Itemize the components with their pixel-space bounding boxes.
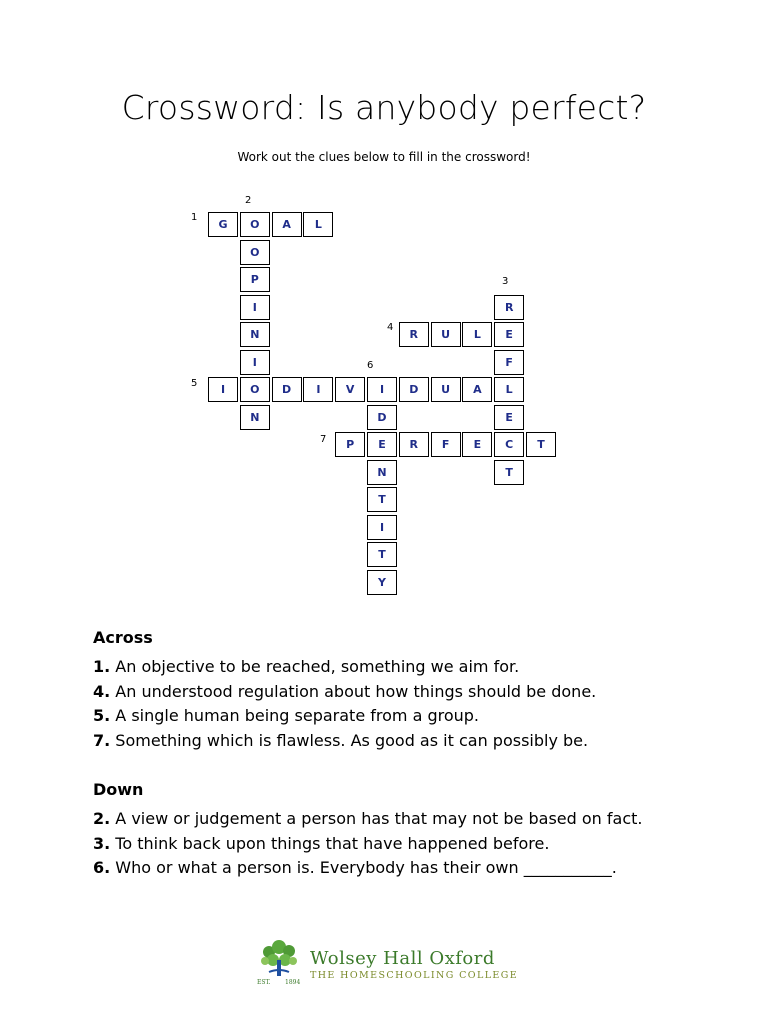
crossword-cell: E bbox=[494, 405, 524, 430]
logo-name: Wolsey Hall Oxford bbox=[310, 948, 495, 969]
crossword-cell: I bbox=[367, 515, 397, 540]
crossword-cell: L bbox=[303, 212, 333, 237]
clue-number: 4 bbox=[387, 322, 394, 333]
clue-number: 6 bbox=[367, 360, 374, 371]
crossword-cell: T bbox=[494, 460, 524, 485]
crossword-cell: N bbox=[240, 405, 270, 430]
crossword-cell: C bbox=[494, 432, 524, 457]
crossword-cell: I bbox=[303, 377, 333, 402]
clue-number: 2 bbox=[245, 195, 252, 206]
crossword-cell: I bbox=[208, 377, 238, 402]
crossword-cell: E bbox=[367, 432, 397, 457]
crossword-cell: P bbox=[240, 267, 270, 292]
crossword-cell: E bbox=[494, 322, 524, 347]
clue-number: 1 bbox=[191, 212, 198, 223]
clue-number: 5 bbox=[191, 378, 198, 389]
clue-across-7: 7. Something which is flawless. As good as it can possibly be. bbox=[93, 730, 589, 750]
across-heading: Across bbox=[93, 628, 153, 647]
clue-down-6: 6. Who or what a person is. Everybody has their own ___________. bbox=[93, 858, 617, 877]
crossword-cell: I bbox=[240, 295, 270, 320]
down-heading: Down bbox=[93, 780, 144, 799]
clue-down-3: 3. To think back upon things that have happened before. bbox=[93, 833, 550, 853]
crossword-cell: A bbox=[462, 377, 492, 402]
crossword-cell: R bbox=[494, 295, 524, 320]
crossword-cell: O bbox=[240, 377, 270, 402]
crossword-cell: V bbox=[335, 377, 365, 402]
crossword-cell: E bbox=[462, 432, 492, 457]
clue-across-4: 4. An understood regulation about how things should be done. bbox=[93, 681, 597, 701]
logo-tagline: THE HOMESCHOOLING COLLEGE bbox=[310, 970, 519, 981]
page-title: Crossword: Is anybody perfect? bbox=[121, 88, 647, 127]
crossword-cell: U bbox=[431, 377, 461, 402]
crossword-cell: U bbox=[431, 322, 461, 347]
svg-text:1894: 1894 bbox=[285, 979, 301, 986]
crossword-cell: F bbox=[431, 432, 461, 457]
wolsey-hall-logo bbox=[255, 938, 525, 988]
crossword-cell: D bbox=[399, 377, 429, 402]
crossword-cell: D bbox=[367, 405, 397, 430]
crossword-cell: I bbox=[240, 350, 270, 375]
instructions: Work out the clues below to fill in the crossword! bbox=[237, 150, 531, 164]
crossword-cell: P bbox=[335, 432, 365, 457]
clue-number: 3 bbox=[502, 276, 509, 287]
crossword-cell: O bbox=[240, 212, 270, 237]
crossword-cell: T bbox=[367, 487, 397, 512]
crossword-cell: N bbox=[367, 460, 397, 485]
crossword-cell: A bbox=[272, 212, 302, 237]
clue-across-5: 5. A single human being separate from a group. bbox=[93, 706, 480, 725]
crossword-cell: T bbox=[526, 432, 556, 457]
svg-text:EST.: EST. bbox=[257, 979, 271, 986]
crossword-cell: R bbox=[399, 322, 429, 347]
crossword-cell: L bbox=[462, 322, 492, 347]
crossword-cell: L bbox=[494, 377, 524, 402]
crossword-cell: I bbox=[367, 377, 397, 402]
clue-number: 7 bbox=[320, 434, 327, 445]
crossword-cell: R bbox=[399, 432, 429, 457]
crossword-cell: Y bbox=[367, 570, 397, 595]
tree-icon bbox=[255, 938, 307, 988]
crossword-cell: F bbox=[494, 350, 524, 375]
crossword-cell: O bbox=[240, 240, 270, 265]
crossword-cell: N bbox=[240, 322, 270, 347]
clue-across-1: 1. An objective to be reached, something we aim for. bbox=[93, 657, 520, 676]
clues-section bbox=[93, 627, 733, 881]
crossword-cell: G bbox=[208, 212, 238, 237]
crossword-cell: D bbox=[272, 377, 302, 402]
crossword-cell: T bbox=[367, 542, 397, 567]
clue-down-2: 2. A view or judgement a person has that may not be based on fact. bbox=[93, 809, 643, 828]
